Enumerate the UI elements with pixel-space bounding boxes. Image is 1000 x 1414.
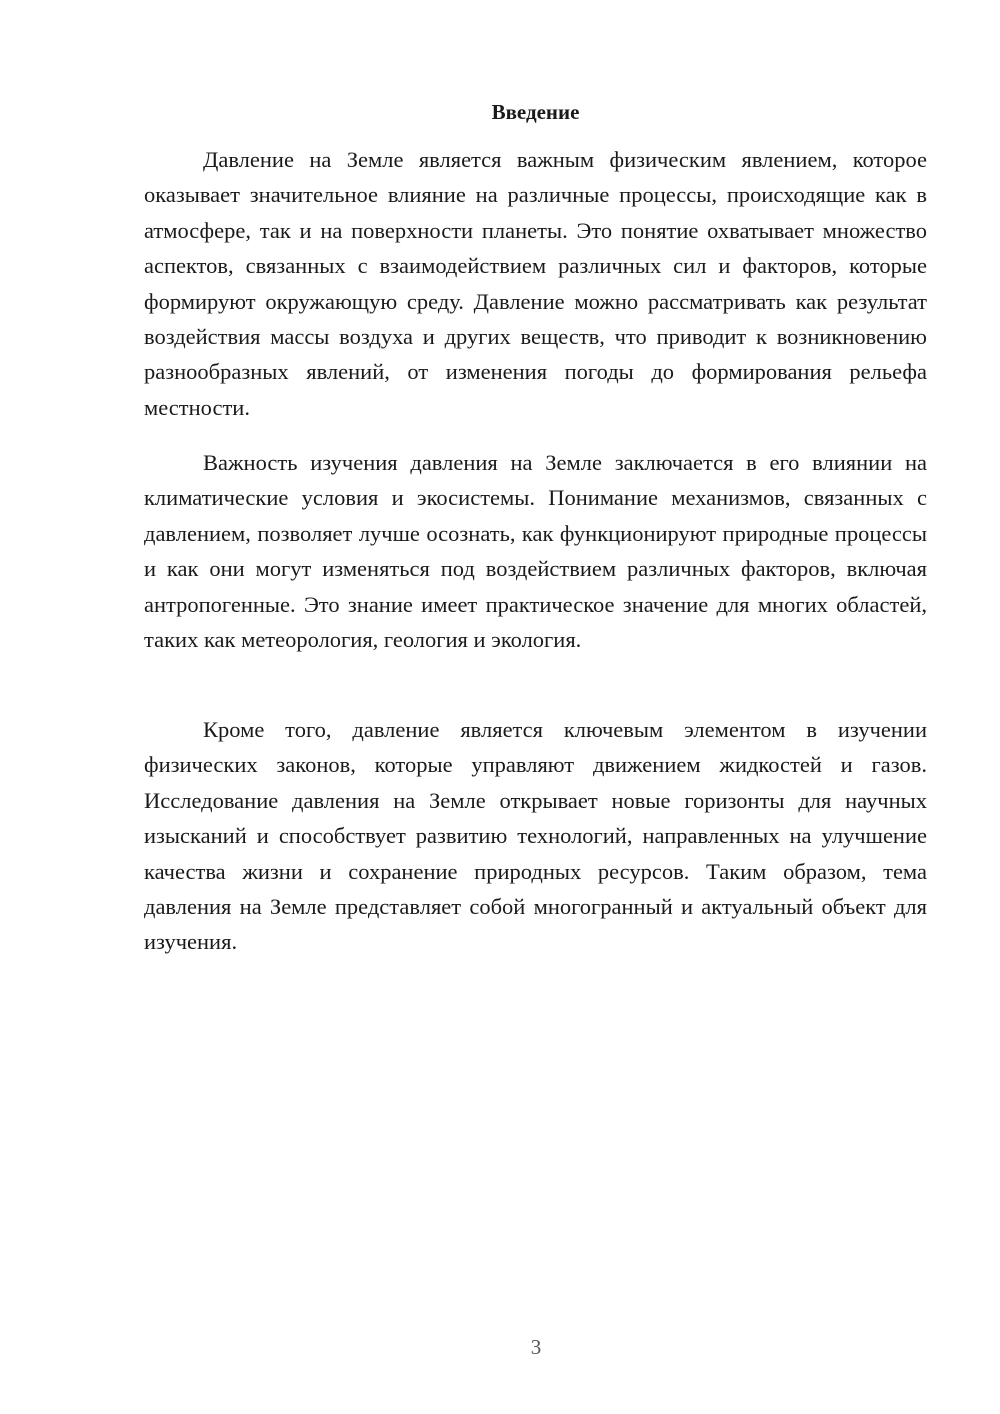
paragraph-conclusion: Кроме того, давление является ключевым элементом в изучении физических законов, которые управляют движением жидкостей и газов. Исследование давления на Земле открывает новые горизонты для научных изысканий и способствует развитию технологий, направленных на улучшение качества жизни и сохранение природных ресурсов. Таким образом, тема давления на Земле представляет собой многогранный и актуальный объект для изучения. bbox=[144, 717, 927, 955]
paragraph-intro: Давление на Земле является важным физическим явлением, которое оказывает значительное влияние на различные процессы, происходящие как в атмосфере, так и на поверхности планеты. Это понятие охватывает множество аспектов, связанных с взаимодействием различных сил и факторов, которые формируют окружающую среду. Давление можно рассматривать как результат воздействия массы воздуха и других веществ, что приводит к возникновению разнообразных явлений, от изменения погоды до формирования рельефа местности. bbox=[144, 147, 927, 420]
section-heading: Введение bbox=[491, 100, 580, 124]
page-number: 3 bbox=[530, 1335, 542, 1359]
paragraph-importance: Важность изучения давления на Земле заключается в его влиянии на климатические условия и экосистемы. Понимание механизмов, связанных с давлением, позволяет лучше осознать, как функционируют природные процессы и как они могут изменяться под воздействием различных факторов, включая антропогенные. Это знание имеет практическое значение для многих областей, таких как метеорология, геология и экология. bbox=[144, 450, 927, 653]
